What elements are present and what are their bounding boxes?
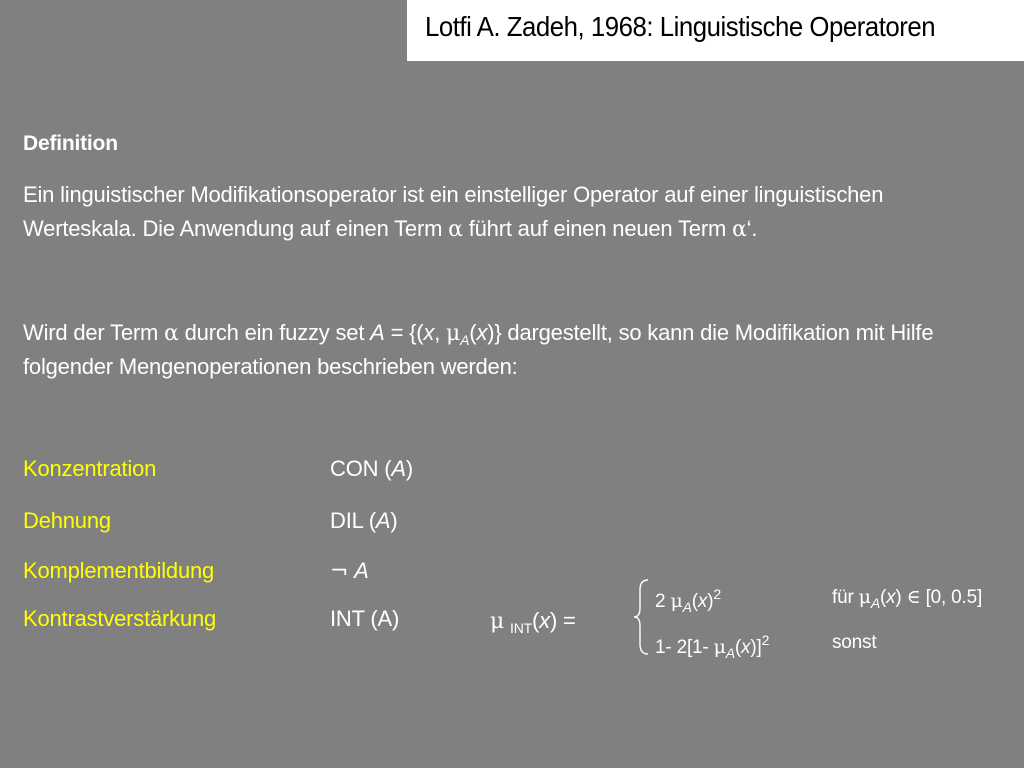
mu-symbol: μ (713, 636, 726, 658)
definition-heading: Definition (23, 132, 118, 155)
formula-text: )] (750, 637, 762, 658)
intro-text: durch ein fuzzy set (178, 320, 371, 345)
set-variable: A (370, 320, 385, 345)
slide-title: Lotfi A. Zadeh, 1968: Linguistische Operatoren (425, 11, 936, 42)
formula-case-2-condition: sonst (832, 632, 877, 653)
formula-case-1-condition (832, 586, 982, 611)
intro-text: )} dargestellt, so kann die Modifikation mit Hilfe (487, 320, 934, 345)
left-brace-icon (632, 578, 652, 656)
formula-text: ( (734, 637, 742, 658)
formula-case-1 (655, 586, 721, 615)
intro-text: ( (469, 320, 477, 345)
x-variable: x (539, 608, 550, 633)
operation-text: ) (390, 508, 398, 533)
set-variable: A (354, 558, 369, 583)
formula-text: ) = (549, 608, 576, 633)
x-variable: x (476, 320, 488, 345)
superscript: 2 (713, 586, 721, 602)
formula-case-2 (655, 632, 769, 661)
operation-con (330, 456, 413, 482)
mu-symbol: μ (858, 586, 871, 608)
definition-line-2 (23, 216, 757, 242)
superscript: 2 (761, 632, 770, 648)
formula-text: 1- 2[1- (655, 637, 714, 658)
mu-symbol: μ (446, 321, 461, 346)
intro-line-1 (23, 320, 933, 348)
operation-name-dehnung: Dehnung (23, 508, 111, 533)
operation-text: DIL ( (330, 508, 376, 533)
operation-name-komplementbildung: Komplementbildung (23, 558, 215, 583)
mu-symbol: μ (670, 590, 683, 612)
not-symbol: ¬ (330, 559, 349, 584)
formula-text: ( (691, 591, 698, 612)
formula-text: 2 (655, 591, 671, 612)
alpha-symbol: α (164, 321, 179, 346)
title-box (407, 0, 1024, 61)
x-variable: x (423, 320, 435, 345)
alpha-symbol: α (448, 217, 463, 242)
mu-symbol: μ (490, 609, 505, 634)
formula-text: [0, 0.5] (920, 587, 983, 608)
definition-line-1: Ein linguistischer Modifikationsoperator ist ein einstelliger Operator auf einer linguistischen (23, 182, 884, 207)
definition-text: führt auf einen neuen Term (462, 216, 732, 241)
operation-dil (330, 508, 397, 534)
x-variable: x (697, 591, 708, 612)
operation-int: INT (A) (330, 606, 400, 631)
intro-text: Wird der Term (23, 320, 165, 345)
subscript-a: A (725, 645, 735, 661)
alpha-symbol: α (732, 217, 747, 242)
intro-text: = {( (384, 320, 424, 345)
x-variable: x (741, 637, 751, 658)
operation-not (330, 558, 369, 584)
x-variable: x (886, 587, 896, 608)
intro-line-2: folgender Mengenoperationen beschrieben werden: (23, 354, 518, 379)
operation-text: CON ( (330, 456, 392, 481)
formula-text: ( (879, 587, 887, 608)
subscript-a: A (460, 332, 470, 348)
formula-text: ) (707, 591, 714, 612)
subscript-a: A (682, 599, 692, 615)
definition-text: ‘. (746, 216, 758, 241)
subscript-a: A (870, 595, 880, 611)
operation-name-konzentration: Konzentration (23, 456, 157, 481)
subscript-int: INT (510, 620, 532, 636)
set-variable: A (391, 456, 406, 481)
definition-text: Werteskala. Die Anwendung auf einen Term (23, 216, 449, 241)
operation-text: ) (405, 456, 413, 481)
operation-name-kontrastverstaerkung: Kontrastverstärkung (23, 606, 217, 631)
intro-text: , (434, 320, 447, 345)
element-of-symbol: ∈ (906, 586, 921, 608)
formula-text: ( (531, 608, 540, 633)
formula-text: ) (895, 587, 907, 608)
set-variable: A (375, 508, 391, 533)
formula-text: für (832, 587, 859, 608)
formula-lhs (490, 608, 576, 636)
